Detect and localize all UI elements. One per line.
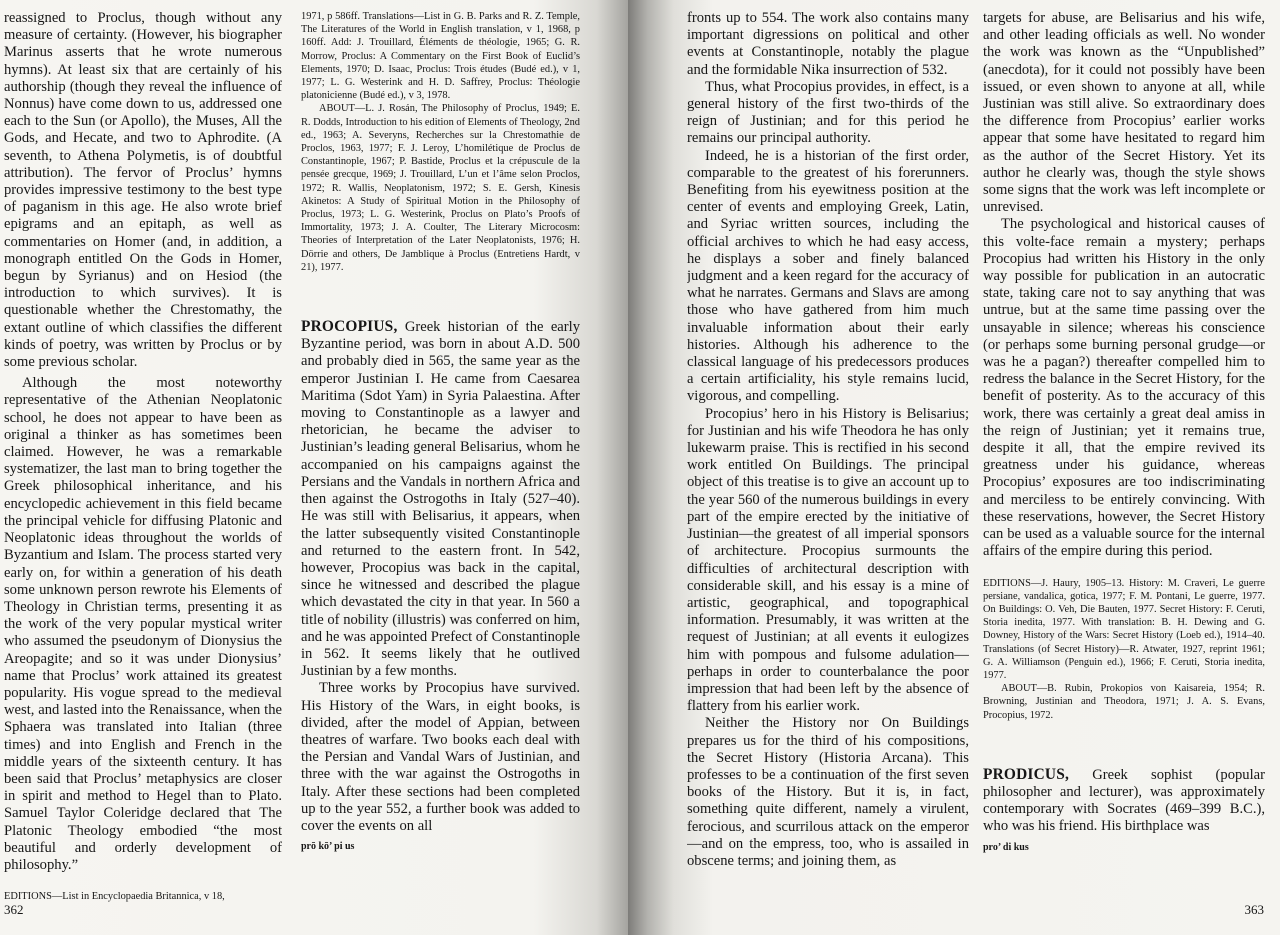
paragraph: fronts up to 554. The work also contains many important digressions on political and other events at Constantinople, notably the plague and the formidable Nika insurrection of 532. [687, 10, 969, 78]
left-page [0, 0, 628, 935]
entry-procopius [301, 318, 580, 855]
bibliography-about: ABOUT—B. Rubin, Prokopios von Kaisareia, 1954; R. Browning, Justinian and Theodora, 1971; J. A. S. Evans, Procopius, 1972. [983, 683, 1265, 721]
entry-paragraph: PROCOPIUS, Greek historian of the early Byzantine period, was born in about A.D. 500 and probably died in 565, the same year as the emperor Justinian I. He came from Caesarea Maritima (Sdot Yam) in Syria Palaestina. After moving to Constantinople as a lawyer and rhetorician, he became the adviser to Justinian’s leading general Belisarius, whom he accompanied on his campaigns against the Persians and the Vandals in northern Africa and then against the Ostrogoths in Italy (527–40). He was still with Belisarius, it appears, when the latter subsequently visited Constantinople and returned to the eastern front. In 542, however, Procopius was back in the capital, since he witnessed and described the plague which devastated the city in that year. In 560 a title of nobility (illustris) was conferred on him, and he was appointed Prefect of Constantinople in 562. It seems likely that he outlived Justinian by a few months. [301, 318, 580, 680]
paragraph: Indeed, he is a historian of the first order, comparable to the greatest of his forerunners. Benefiting from his eyewitness position at the center of events and employing Greek, Latin, and Syriac written sources, including the official archives to which he had easy access, he displays a sober and finely balanced judgment and a keen regard for the accuracy of what he narrates. Germans and Slavs are among those who have gathered from him much invaluable information about their early histories. Although his adherence to the classical language of his predecessors produces a certain artificiality, his style remains lucid, vigorous, and compelling. [687, 147, 969, 405]
paragraph: Procopius’ hero in his History is Belisarius; for Justinian and his wife Theodora he has only lukewarm praise. This is rectified in his second work entitled On Buildings. The principal object of this treatise is to give an account up to the year 560 of the numerous buildings in every part of the empire erected by the initiative of Justinian—the greatest of all imperial sponsors of architecture. Procopius surmounts the difficulties of architectural description with considerable skill, and his essay is a mine of artistic, geographical, and topographical information. Presumably, it was written at the request of Justinian; at all events it eulogizes him with pompous and fulsome adulation—perhaps in order to counterbalance the poor impression that had been left by the absence of flattery from his earlier work. [687, 405, 969, 715]
entry-continuation [983, 10, 1265, 561]
right-page [628, 0, 1280, 935]
paragraph: Three works by Procopius have survived. His History of the Wars, in eight books, is divided, after the model of Appian, between theatres of warfare. Two books each deal with the Persian and Vandal Wars of Justinian, and three with the war against the Ostrogoths in Italy. After these sections had been completed up to the year 552, a further book was added to cover the events on all [301, 680, 580, 834]
paragraph: Neither the History nor On Buildings prepares us for the third of his compositions, the Secret History (Historia Arcana). This professes to be a continuation of the first seven books of the History. But it is, in fact, something quite different, namely a virulent, ferocious, and scurrilous attack on the emperor—and on the empress, too, who is assailed in obscene terms; and joining them, as [687, 715, 969, 869]
left-column-1 [4, 10, 282, 903]
right-column-1 [687, 10, 969, 870]
page-number: 362 [4, 902, 24, 917]
paragraph: The psychological and historical causes of this volte-face remain a mystery; perhaps Procopius had written his History in the only way possible for publication in an autocratic state, taking care not to say anything that was untrue, but at the same time passing over the unsayable in silence; whereas his conscience (or perhaps some burning personal grudge—or was he a pagan?) thereafter compelled him to redress the balance in the Secret History, for the benefit of posterity. As to the accuracy of this work, there was certainly a great deal amiss in the reign of Justinian; yet it remains true, despite it all, that the empire revived its greatness under his guidance, whereas Procopius’ exposures are too indiscriminating and merciless to be entirely convincing. With these reservations, however, the Secret History can be used as a valuable source for the internal affairs of the empire during this period. [983, 216, 1265, 560]
left-column-2 [301, 10, 580, 855]
paragraph: Although the most noteworthy representative of the Athenian Neoplatonic school, he does not appear to have been as original a thinker as has sometimes been claimed. However, he was a remarkable systematizer, the last man to bring together the Greek philosophical inheritance, and his encyclopedic achievement in this field became the principal vehicle for diffusing Platonic and Neoplatonic ideas throughout the worlds of Byzantium and Islam. The process started very early on, for within a generation of his death some unknown person rewrote his Elements of Theology in Christian terms, presenting it as the work of the very popular mystical writer who assumed the pseudonym of Dionysius the Areopagite; and so it was under Dionysius’ name that Proclus’ work attained its greatest popularity. His vogue spread to the medieval west, and lasted into the Renaissance, when the Sphaera was translated into Italian (three times) and into English and French in the middle years of the sixteenth century. It has been said that Proclus’ metaphysics are closer in spirit and method to Hegel than to Plato. Samuel Taylor Coleridge declared that The Platonic Theology embodied “the most beautiful and orderly development of philosophy.” [4, 375, 282, 873]
paragraph: Thus, what Procopius provides, in effect, is a general history of the first two-thirds of the reign of Justinian; and for this period he remains our principal authority. [687, 78, 969, 147]
entry-paragraph: PRODICUS, Greek sophist (popular philosopher and lecturer), was approximately contemporary with Socrates (469–399 B.C.), who was his friend. His birthplace was [983, 765, 1265, 835]
pronunciation: pro’ di kus [983, 841, 1029, 853]
headword: PROCOPIUS, [301, 318, 398, 336]
paragraph: reassigned to Proclus, though without any measure of certainty. (However, his biographer Marinus asserts that he wrote numerous hymns). At least six that are certainly of his authorship (though they reveal the influence of Nonnus) have come down to us, addressed one each to the Sun (or Apollo), the Muses, All the Gods, and Hecate, and two to Aphrodite. (A seventh, to Athena Polymetis, is of doubtful attribution). The fervor of Proclus’ hymns provides impressive testimony to the best type of paganism in this age. He also wrote brief epigrams and an epitaph, as well as commentaries on Homer (and, in addition, a monograph entitled On the Gods in Homer, begun by Syrianus) and on Hesiod (the introduction to which survives). It is questionable whether the Chrestomathy, the extant outline of which classifies the different kinds of poetry, was written by Proclus or by some previous scholar. [4, 10, 282, 371]
pronunciation: prō kō’ pi us [301, 841, 355, 853]
paragraph: targets for abuse, are Belisarius and his wife, and other leading officials as well. No wonder the work was known as the “Unpublished” (anecdota), for it could not possibly have been issued, or even shown to anyone at all, while Justinian was still alive. So extraordinary does the difference from Procopius’ earlier works appear that some have hesitated to regard him as the author of the Secret History. Yet its author he clearly was, though the style shows some signs that the work was left incomplete or unrevised. [983, 10, 1265, 216]
bibliography: EDITIONS—J. Haury, 1905–13. History: M. Craveri, Le guerre persiane, vandalica, gotica, 1977; F. M. Pontani, Le guerre, 1977. On Buildings: O. Veh, Die Bauten, 1977. Secret History: F. Ceruti, Storia inedita, 1977. With translation: B. H. Dewing and G. Downey, History of the Wars: Secret History (Loeb ed.), 1914–40. Translations (of Secret History)—R. Atwater, 1927, reprint 1961; G. A. Williamson (Penguin ed.), 1966; F. Ceruti, Storia inedita, 1977. [983, 577, 1265, 681]
page-number: 363 [1244, 902, 1264, 917]
bibliography-about: ABOUT—L. J. Rosán, The Philosophy of Proclus, 1949; E. R. Dodds, Introduction to his edition of Elements of Theology, 2nd ed., 1963; A. Severyns, Recherches sur la Chrestomathie de Proclos, 1963, 1977; F. J. Leroy, L’homilétique de Proclus de Constantinople, 1967; P. Bastide, Proclus et la crépuscule de la pensée grecque, 1969; J. Trouillard, L’un et l’âme selon Proclos, 1972; R. Wallis, Neoplatonism, 1972; S. E. Gersh, Kinesis Akinetos: A Study of Spiritual Motion in the Philosophy of Proclus, 1973; L. G. Westerink, Proclus on Plato’s Proofs of Immortality, 1973; J. A. Coulter, The Literary Microcosm: Theories of Interpretation of the Later Neoplatonists, 1976; H. Dörrie and others, De Jamblique à Proclus (Entretiens Hardt, v 21), 1977. [301, 103, 580, 273]
right-column-2 [983, 10, 1265, 856]
editions-note: EDITIONS—List in Encyclopaedia Britannica, v 18, [4, 891, 225, 903]
bibliography: 1971, p 586ff. Translations—List in G. B. Parks and R. Z. Temple, The Literatures of the World in English translation, v 1, 1968, p 160ff. Add: J. Trouillard, Éléments de théologie, 1965; G. R. Morrow, Proclus: A Commentary on the First Book of Euclid’s Elements, 1970; D. Isaac, Proclus: Trois études (Budé ed.), v 1, 1977; L. G. Westerink and H. D. Saffrey, Proclus: Théologie platonicienne (Budé ed.), v 3, 1978. [301, 11, 580, 102]
entry-prodicus [983, 766, 1265, 856]
headword: PRODICUS, [983, 765, 1070, 783]
